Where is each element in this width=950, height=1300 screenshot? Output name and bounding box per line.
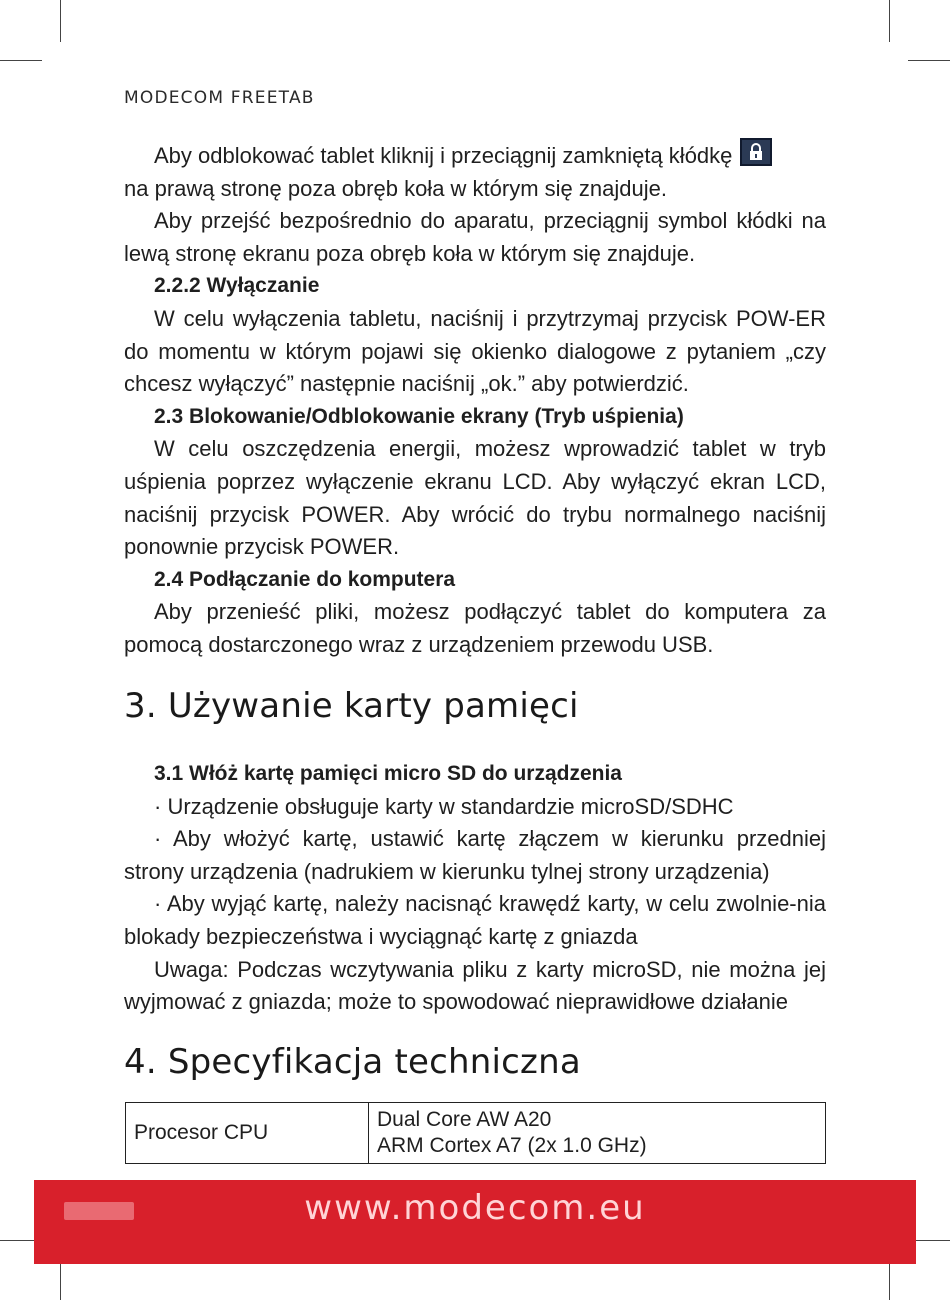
heading-2-2-2: 2.2.2 Wyłączanie bbox=[154, 274, 320, 298]
crop-mark bbox=[889, 0, 890, 42]
sleep-paragraph: W celu oszczędzenia energii, możesz wprowadzić tablet w tryb uśpienia poprzez wyłączenie ekranu LCD. Aby wyłączyć ekran LCD, naciśnij przycisk POWER. Aby wrócić do trybu normalnego naciśnij ponownie przycisk POWER. bbox=[124, 436, 826, 560]
heading-2-4: 2.4 Podłączanie do komputera bbox=[154, 567, 456, 591]
unlock-text: Aby odblokować tablet kliknij i przeciągnij zamkniętą kłódkę bbox=[154, 143, 733, 168]
footer-banner bbox=[34, 1180, 916, 1264]
main-text bbox=[124, 138, 826, 662]
section-3-body bbox=[124, 758, 826, 1019]
spec-value bbox=[369, 1103, 826, 1164]
crop-mark bbox=[889, 1258, 890, 1300]
unlock-paragraph-cont: na prawą stronę poza obręb koła w którym się znajduje. bbox=[124, 175, 667, 201]
crop-mark bbox=[60, 1258, 61, 1300]
table-row bbox=[126, 1103, 826, 1164]
bullet-item: · Aby włożyć kartę, ustawić kartę złączem w kierunku przedniej strony urządzenia (nadrukiem w kierunku tylnej strony urządzenia) bbox=[124, 826, 826, 884]
crop-mark bbox=[908, 60, 950, 61]
spec-value-line: ARM Cortex A7 (2x 1.0 GHz) bbox=[377, 1134, 647, 1157]
shutdown-paragraph: W celu wyłączenia tabletu, naciśnij i przytrzymaj przycisk POW-ER do momentu w którym pojawi się okienko dialogowe z pytaniem „czy chcesz wyłączyć” następnie naciśnij „ok.” aby potwierdzić. bbox=[124, 305, 826, 397]
footer-url[interactable]: www.modecom.eu bbox=[304, 1188, 646, 1228]
unlock-paragraph bbox=[124, 138, 826, 173]
heading-3-1: 3.1 Włóż kartę pamięci micro SD do urządzenia bbox=[154, 762, 622, 785]
crop-mark bbox=[60, 0, 61, 42]
bullet-item: · Urządzenie obsługuje karty w standardzie microSD/SDHC bbox=[154, 793, 734, 819]
camera-paragraph: Aby przejść bezpośrednio do aparatu, przeciągnij symbol kłódki na lewą stronę ekranu poza obręb koła w którym się znajduje. bbox=[124, 208, 826, 266]
section-3-title: 3. Używanie karty pamięci bbox=[124, 686, 579, 726]
note-paragraph: Uwaga: Podczas wczytywania pliku z karty microSD, nie można jej wyjmować z gniazda; może to spowodować nieprawidłowe działanie bbox=[124, 956, 826, 1015]
spec-value-line: Dual Core AW A20 bbox=[377, 1108, 552, 1131]
running-header: MODECOM FREETAB bbox=[124, 88, 315, 108]
spec-key: Procesor CPU bbox=[126, 1103, 369, 1164]
lock-icon bbox=[740, 138, 772, 166]
spec-table bbox=[125, 1102, 826, 1164]
usb-paragraph: Aby przenieść pliki, możesz podłączyć tablet do komputera za pomocą dostarczonego wraz z urządzeniem przewodu USB. bbox=[124, 599, 826, 657]
section-4-title: 4. Specyfikacja techniczna bbox=[124, 1042, 581, 1082]
bullet-item: · Aby wyjąć kartę, należy nacisnąć krawędź karty, w celu zwolnie-nia blokady bezpieczeństwa i wyciągnąć kartę z gniazda bbox=[124, 891, 826, 949]
heading-2-3: 2.3 Blokowanie/Odblokowanie ekrany (Tryb uśpienia) bbox=[154, 404, 684, 428]
crop-mark bbox=[0, 60, 42, 61]
